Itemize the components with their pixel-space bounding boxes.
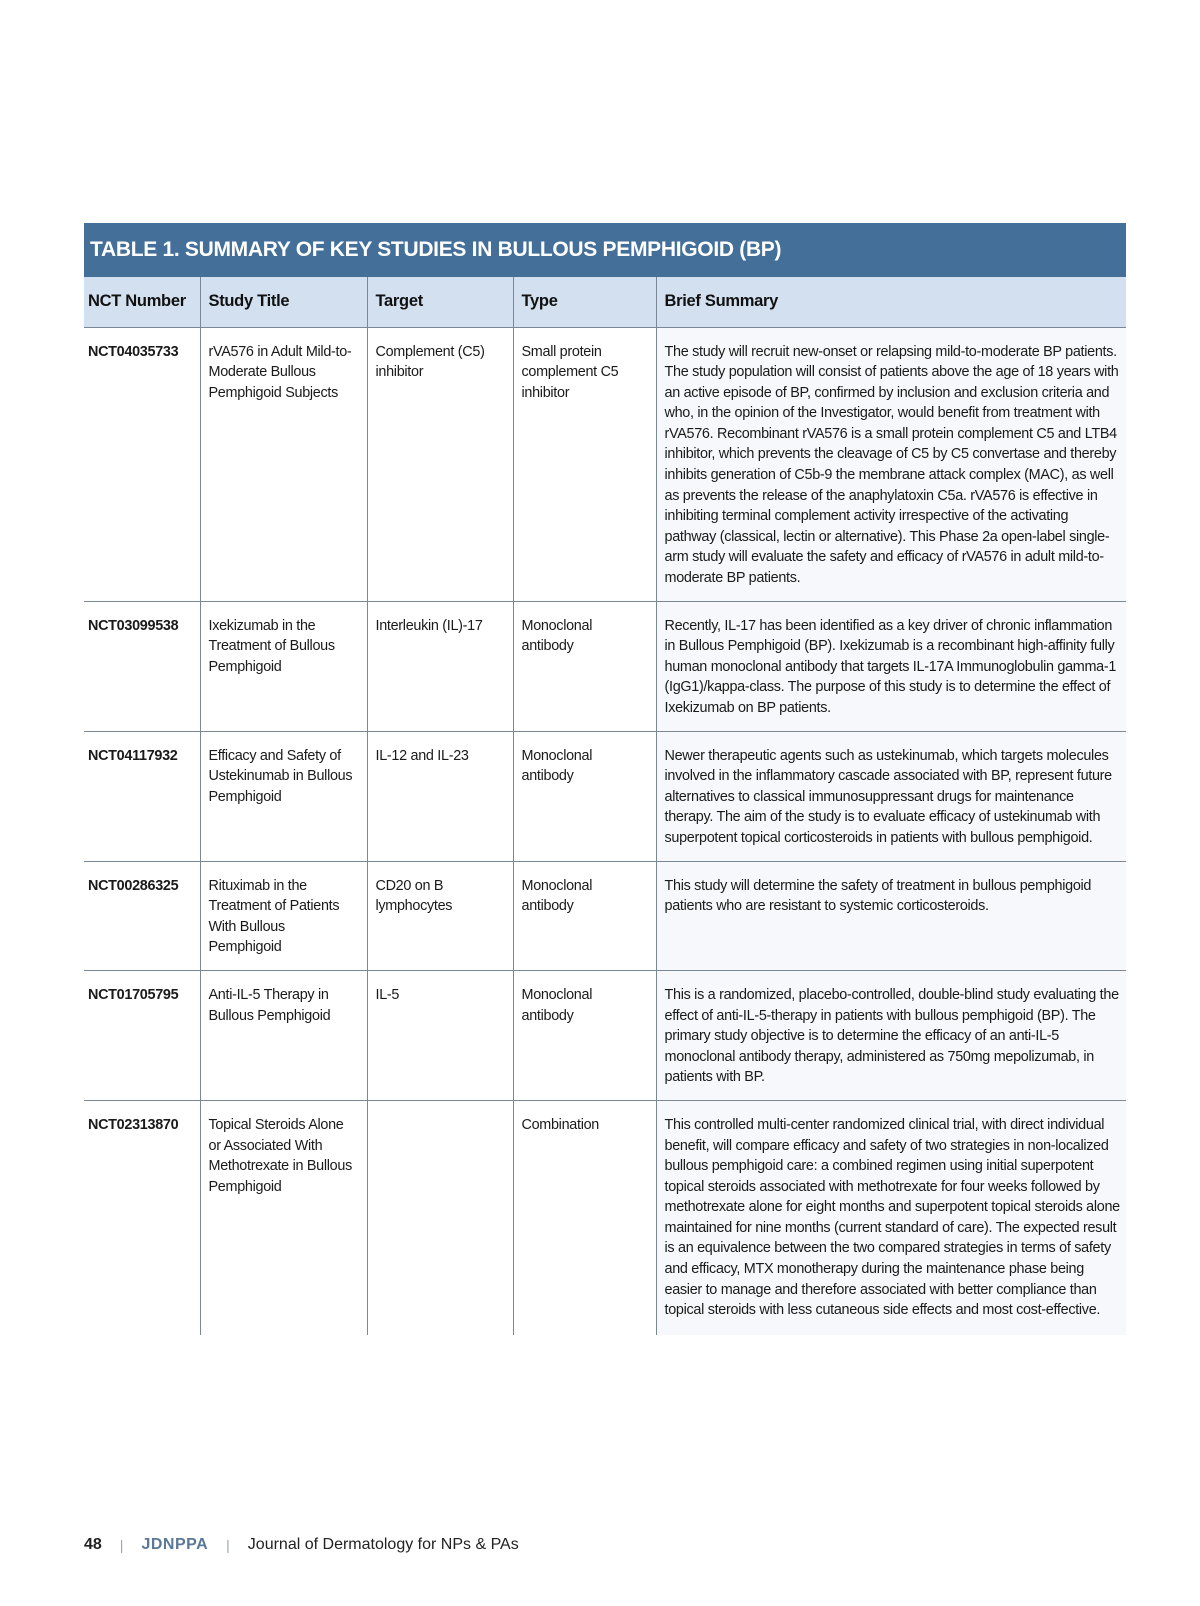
header-type: Type	[513, 277, 656, 327]
studies-table	[84, 277, 1126, 1335]
header-study-title: Study Title	[200, 277, 367, 327]
cell-brief-summary: This controlled multi-center randomized clinical trial, with direct individual benefit, will compare efficacy and safety of two strategies in non-localized bullous pemphigoid care: a combined regimen using initial superpotent topical steroids associated with methotrexate for four weeks followed by methotrexate alone for eight months and superpotent topical steroids alone maintained for nine months (current standard of care). The expected result is an equivalence between the two compared strategies in terms of safety and efficacy, MTX monotherapy during the maintenance phase being easier to manage and therefore associated with better compliance than topical steroids with less cutaneous side effects and most cost-effective.	[656, 1100, 1126, 1334]
table-row	[84, 601, 1126, 731]
journal-name: Journal of Dermatology for NPs & PAs	[247, 1536, 519, 1553]
cell-brief-summary: Newer therapeutic agents such as ustekinumab, which targets molecules involved in the inflammatory cascade associated with BP, represent future alternatives to classical immunosuppressant drugs for maintenance therapy. The aim of the study is to evaluate efficacy of ustekinumab with superpotent topical corticosteroids in patients with bullous pemphigoid.	[656, 731, 1126, 861]
footer-separator: |	[119, 1537, 124, 1553]
cell-type: Monoclonal antibody	[513, 731, 656, 861]
cell-study-title: rVA576 in Adult Mild-to-Moderate Bullous Pemphigoid Subjects	[200, 327, 367, 601]
table-row	[84, 731, 1126, 861]
cell-target: IL-12 and IL-23	[367, 731, 513, 861]
table-title: TABLE 1. SUMMARY OF KEY STUDIES IN BULLOUS PEMPHIGOID (BP)	[84, 223, 1126, 277]
cell-target: CD20 on B lymphocytes	[367, 861, 513, 970]
page-number: 48	[84, 1536, 102, 1553]
cell-type: Monoclonal antibody	[513, 861, 656, 970]
cell-nct-number: NCT02313870	[84, 1100, 200, 1334]
page-footer	[84, 1536, 519, 1554]
table-row	[84, 327, 1126, 601]
cell-nct-number: NCT01705795	[84, 970, 200, 1100]
cell-type: Combination	[513, 1100, 656, 1334]
cell-brief-summary: Recently, IL-17 has been identified as a key driver of chronic inflammation in Bullous Pemphigoid (BP). Ixekizumab is a recombinant high-affinity fully human monoclonal antibody that targets IL-17A Immunoglobulin gamma-1 (IgG1)/kappa-class. The purpose of this study is to determine the effect of Ixekizumab on BP patients.	[656, 601, 1126, 731]
cell-type: Small protein complement C5 inhibitor	[513, 327, 656, 601]
header-brief-summary: Brief Summary	[656, 277, 1126, 327]
cell-brief-summary: This is a randomized, placebo-controlled, double-blind study evaluating the effect of anti-IL-5-therapy in patients with bullous pemphigoid (BP). The primary study objective is to determine the efficacy of an anti-IL-5 monoclonal antibody therapy, administered as 750mg mepolizumab, in patients with BP.	[656, 970, 1126, 1100]
cell-study-title: Ixekizumab in the Treatment of Bullous Pemphigoid	[200, 601, 367, 731]
cell-target: Interleukin (IL)-17	[367, 601, 513, 731]
cell-nct-number: NCT04035733	[84, 327, 200, 601]
cell-type: Monoclonal antibody	[513, 970, 656, 1100]
cell-brief-summary: This study will determine the safety of treatment in bullous pemphigoid patients who are resistant to systemic corticosteroids.	[656, 861, 1126, 970]
cell-nct-number: NCT00286325	[84, 861, 200, 970]
cell-study-title: Efficacy and Safety of Ustekinumab in Bullous Pemphigoid	[200, 731, 367, 861]
header-target: Target	[367, 277, 513, 327]
journal-abbreviation: JDNPPA	[141, 1536, 209, 1553]
cell-brief-summary: The study will recruit new-onset or relapsing mild-to-moderate BP patients. The study population will consist of patients above the age of 18 years with an active episode of BP, confirmed by inclusion and exclusion criteria and who, in the opinion of the Investigator, would benefit from treatment with rVA576. Recombinant rVA576 is a small protein complement C5 and LTB4 inhibitor, which prevents the cleavage of C5 by C5 convertase and thereby inhibits generation of C5b-9 the membrane attack complex (MAC), as well as prevents the release of the anaphylatoxin C5a. rVA576 is effective in inhibiting terminal complement activity irrespective of the activating pathway (classical, lectin or alternative). This Phase 2a open-label single-arm study will evaluate the safety and efficacy of rVA576 in adult mild-to-moderate BP patients.	[656, 327, 1126, 601]
table-header-row	[84, 277, 1126, 327]
header-nct-number: NCT Number	[84, 277, 200, 327]
cell-target: IL-5	[367, 970, 513, 1100]
cell-nct-number: NCT03099538	[84, 601, 200, 731]
table-row	[84, 861, 1126, 970]
cell-nct-number: NCT04117932	[84, 731, 200, 861]
cell-study-title: Anti-IL-5 Therapy in Bullous Pemphigoid	[200, 970, 367, 1100]
cell-type: Monoclonal antibody	[513, 601, 656, 731]
cell-target: Complement (C5) inhibitor	[367, 327, 513, 601]
footer-separator: |	[226, 1537, 230, 1553]
cell-target	[367, 1100, 513, 1334]
studies-table-container	[84, 223, 1126, 1335]
table-row	[84, 1100, 1126, 1334]
cell-study-title: Rituximab in the Treatment of Patients With Bullous Pemphigoid	[200, 861, 367, 970]
table-row	[84, 970, 1126, 1100]
cell-study-title: Topical Steroids Alone or Associated With Methotrexate in Bullous Pemphigoid	[200, 1100, 367, 1334]
